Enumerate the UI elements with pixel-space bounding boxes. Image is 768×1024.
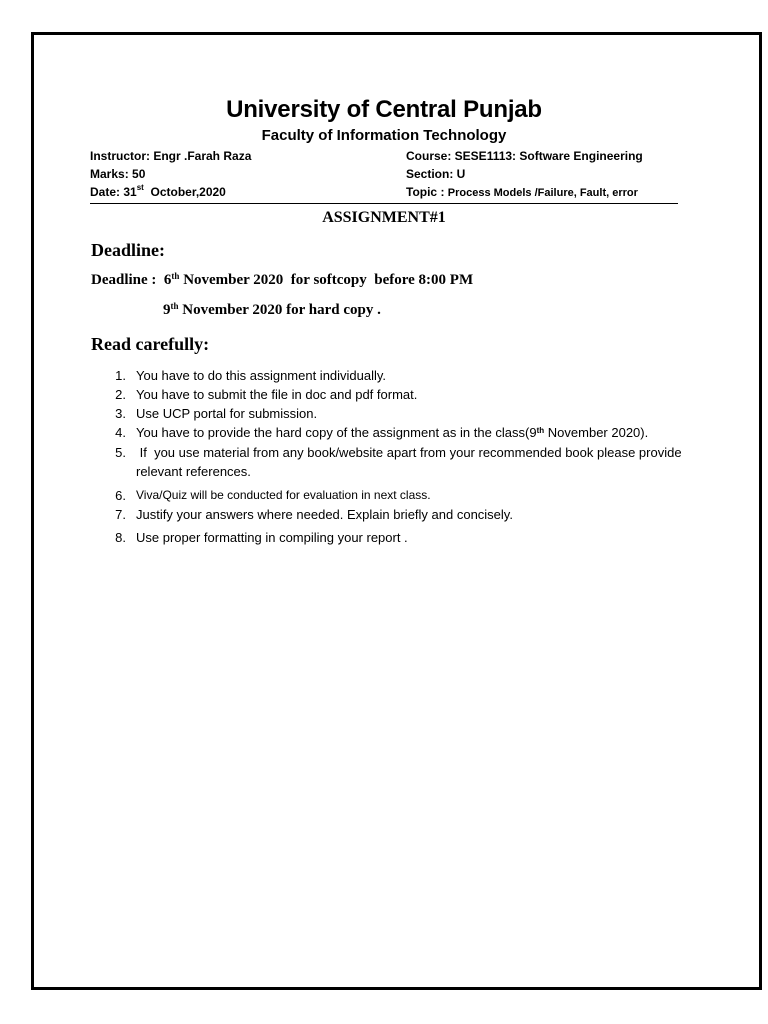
deadline-heading: Deadline: (91, 240, 165, 260)
list-item: 2. You have to submit the file in doc and pdf format. (115, 387, 418, 402)
date-label: Date: 31st October,2020 (90, 183, 226, 199)
read-carefully-heading: Read carefully: (91, 334, 210, 354)
topic-label: Topic : Process Models /Failure, Fault, error (406, 185, 638, 199)
instructor-label: Instructor: Engr .Farah Raza (90, 149, 252, 163)
course-label: Course: SESE1113: Software Engineering (406, 149, 643, 163)
instructions-list (105, 366, 695, 547)
university-title: University of Central Punjab (226, 96, 542, 123)
marks-label: Marks: 50 (90, 167, 146, 181)
list-item: 7. Justify your answers where needed. Explain briefly and concisely. (115, 507, 513, 522)
section-label: Section: U (406, 167, 466, 181)
list-item: 6. Viva/Quiz will be conducted for evaluation in next class. (115, 488, 431, 503)
list-item: 3. Use UCP portal for submission. (115, 406, 318, 421)
assignment-title: ASSIGNMENT#1 (322, 209, 446, 226)
list-item: 8. Use proper formatting in compiling your report . (115, 530, 408, 545)
header-divider (90, 203, 678, 204)
list-item: 4. You have to provide the hard copy of the assignment as in the class(9th November 2020). (115, 425, 649, 440)
list-item: 5. If you use material from any book/website apart from your recommended book please provide relevant references. (115, 445, 686, 479)
list-item: 1. You have to do this assignment individually. (115, 368, 387, 383)
faculty-subtitle: Faculty of Information Technology (261, 127, 507, 144)
deadline-softcopy: Deadline : 6th November 2020 for softcopy before 8:00 PM (91, 271, 474, 288)
deadline-hardcopy: 9th November 2020 for hard copy . (163, 301, 381, 318)
